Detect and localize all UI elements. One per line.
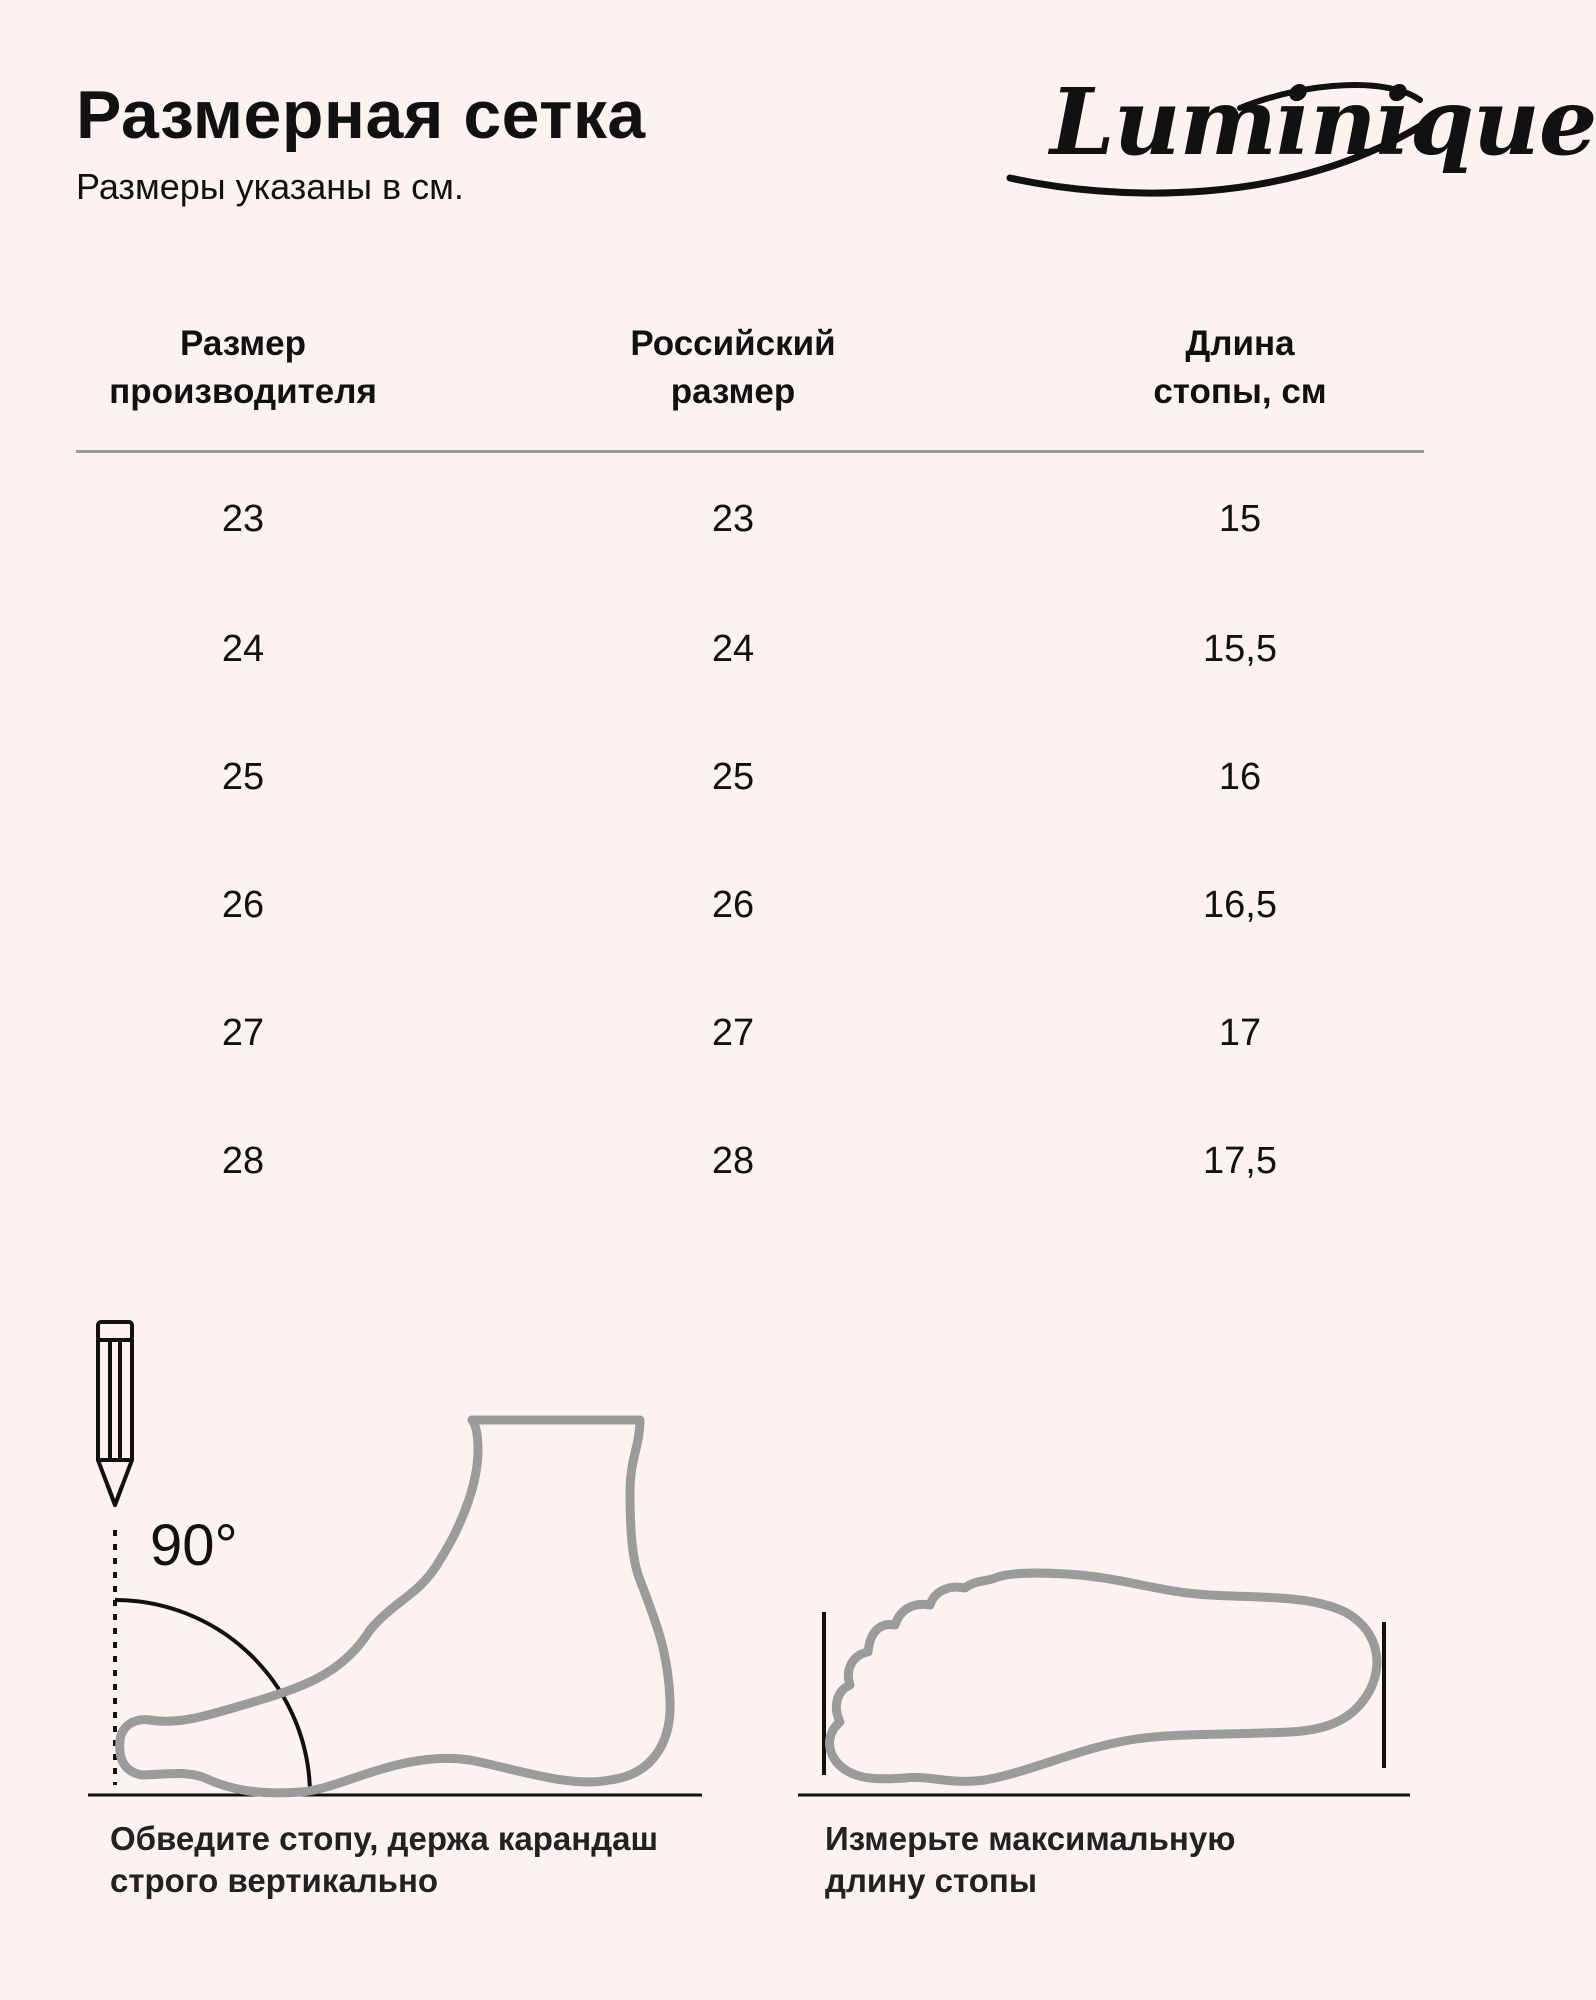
brand-logo	[990, 60, 1596, 220]
logo-text: Luminique	[1050, 68, 1596, 176]
table-row	[76, 969, 1424, 1097]
size-table	[76, 320, 1424, 1225]
page-subtitle: Размеры указаны в см.	[76, 166, 464, 207]
table-cell: 17	[1218, 1011, 1262, 1054]
header-russian-size: Российский размер	[630, 324, 836, 411]
table-cell: 17,5	[1203, 1139, 1277, 1182]
table-cell: 27	[711, 1011, 755, 1054]
table-cell: 24	[221, 627, 265, 670]
table-cell: 23	[221, 497, 265, 540]
page-title: Размерная сетка	[76, 77, 646, 153]
table-cell: 25	[221, 755, 265, 798]
table-cell: 27	[221, 1011, 265, 1054]
angle-label: 90°	[150, 1513, 238, 1578]
table-row	[76, 713, 1424, 841]
foot-side-outline	[120, 1420, 670, 1793]
table-cell: 15	[1218, 497, 1262, 540]
pencil-icon	[98, 1322, 132, 1505]
table-cell: 16	[1218, 755, 1262, 798]
caption-measure-length: Измерьте максимальную длину стопы	[825, 1820, 1236, 1899]
table-cell: 28	[221, 1139, 265, 1182]
table-cell: 26	[221, 883, 265, 926]
footprint-outline	[830, 1573, 1377, 1781]
table-header	[76, 320, 1424, 453]
table-cell: 28	[711, 1139, 755, 1182]
table-row	[76, 585, 1424, 713]
header-foot-length: Длина стопы, см	[1153, 324, 1327, 411]
table-cell: 15,5	[1203, 627, 1277, 670]
table-cell: 24	[711, 627, 755, 670]
caption-trace-foot: Обведите стопу, держа карандаш строго вертикально	[110, 1820, 659, 1899]
table-cell: 23	[711, 497, 755, 540]
table-cell: 26	[711, 883, 755, 926]
table-row	[76, 841, 1424, 969]
header-manufacturer-size: Размер производителя	[109, 324, 377, 411]
table-row	[76, 453, 1424, 585]
table-cell: 25	[711, 755, 755, 798]
table-cell: 16,5	[1203, 883, 1277, 926]
table-row	[76, 1097, 1424, 1225]
table-body	[76, 453, 1424, 1225]
